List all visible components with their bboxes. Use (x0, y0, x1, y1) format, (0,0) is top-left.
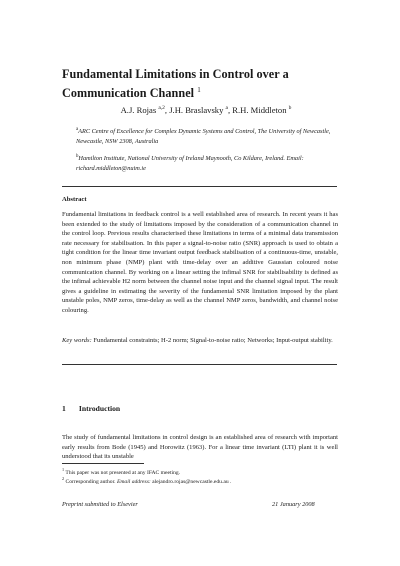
footnote-text: This paper was not presented at any IFAC meeting. (65, 469, 181, 476)
footnote-text: Corresponding author. (65, 478, 116, 485)
author-affiliation-marker: a (225, 105, 228, 111)
affiliation-marker: a (76, 127, 79, 132)
footer-preprint-note: Preprint submitted to Elsevier (62, 501, 138, 508)
footer-date: 21 January 2008 (272, 501, 315, 508)
keywords-text: Fundamental constraints; H-2 norm; Signal-to-noise ratio; Networks; Input-output stability. (93, 337, 333, 344)
affiliation-b (76, 152, 346, 173)
author-name: J.H. Braslavsky (169, 104, 224, 115)
abstract-heading: Abstract (62, 196, 87, 203)
author-affiliation-marker: b (288, 105, 292, 111)
author-affiliation-marker: a,2 (158, 105, 165, 111)
footnote-mark: 2 (62, 476, 65, 481)
title-text: Fundamental Limitations in Control over a Communication Channel (62, 67, 289, 101)
abstract-top-rule (62, 186, 337, 187)
paper-title (62, 66, 344, 101)
affiliation-text: Hamilton Institute, National University of Ireland Maynooth, Co Kildare, Ireland. Email: richard.middleton@nuim.ie (76, 155, 304, 172)
affiliation-marker: b (76, 154, 79, 159)
footnote-email-label: Email address: (116, 478, 151, 485)
affiliation-text: ARC Centre of Excellence for Complex Dynamic Systems and Control, The University of Newcastle, Newcastle, NSW 2308, Australia (76, 128, 331, 145)
author-list: A.J. Rojas $^{a,2}$, J.H. Braslavsky $^a$, R.H. Middleton $^b$ (120, 104, 292, 115)
footnote-rule (62, 463, 144, 464)
footnote-2 (62, 475, 338, 486)
title-footnote-marker: 1 (197, 86, 201, 94)
abstract-body: Fundamental limitations in feedback control is a well established area of research. In recent years it has been extended to the study of limitations imposed by the consideration of a communication channel in the control loop. Previous results characterised these limitations in terms of a minimal data transmission rate necessary for stabilisation. In this paper a signal-to-noise ratio (SNR) approach is used to obtain a tight condition for the linear time invariant output feedback stabilisation of a continuous-time, unstable, non minimum phase (NMP) plant with time-delay over an additive Gaussian coloured noise communication channel. By working on a linear setting the infimal SNR for stabilisability is defined as the infimal achievable H2 norm between the channel noise input and the channel signal input. The result gives a guideline in estimating the severity of the fundamental SNR limitation imposed by the plant unstable poles, NMP zeros, time-delay as well as the channel NMP zeros, bandwidth, and channel noise colouring. (62, 211, 338, 314)
keywords (62, 336, 338, 346)
footnote-mark: 1 (62, 467, 65, 472)
section-heading (62, 404, 120, 413)
affiliation-a (76, 125, 346, 146)
author-name: A.J. Rojas (120, 104, 157, 115)
section-number: 1 (62, 404, 66, 413)
author-name: R.H. Middleton (232, 104, 287, 115)
introduction-paragraph: The study of fundamental limitations in control design is an established area of research with important early results from Bode (1945) and Horowitz (1963). For a linear time invariant (LTI) plant it is well understood that its unstable (62, 434, 338, 461)
keywords-label: Key words: (62, 337, 92, 344)
footnote-email[interactable]: alejandro.rojas@newcastle.edu.au . (152, 478, 232, 485)
section-title: Introduction (78, 404, 121, 413)
abstract-bottom-rule (62, 364, 337, 365)
